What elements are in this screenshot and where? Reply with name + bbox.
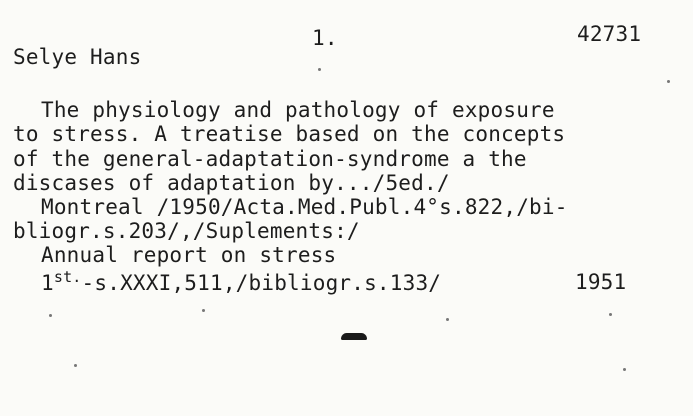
publication-line-1: Montreal /1950/Acta.Med.Publ.4°s.822,/bi- <box>41 195 568 219</box>
speck-dot <box>49 314 52 317</box>
author-name: Selye Hans <box>13 45 142 69</box>
supplement-year: 1951 <box>575 270 627 294</box>
speck-dot <box>667 80 670 83</box>
title-line-1: The physiology and pathology of exposure <box>41 98 555 122</box>
speck-dot <box>202 309 205 312</box>
title-line-4: discases of adaptation by.../5ed./ <box>13 171 450 195</box>
speck-dot <box>623 368 626 371</box>
speck-dot <box>318 68 321 71</box>
supplement-details: -s.XXXI,511,/bibliogr.s.133/ <box>81 271 442 295</box>
publication-line-2: bliogr.s.203/,/Suplements:/ <box>13 219 360 243</box>
card-id: 42731 <box>577 22 642 46</box>
speck-dot <box>446 318 449 321</box>
speck-dot <box>74 364 77 367</box>
card-number: 1. <box>312 26 338 50</box>
title-line-2: to stress. A treatise based on the concepts <box>13 122 566 146</box>
supplement-title: Annual report on stress <box>41 243 337 267</box>
supplement-ordinal-number: 1 <box>41 271 54 295</box>
title-line-3: of the general-adaptation-syndrome a the <box>13 147 527 171</box>
speck-dot <box>609 313 612 316</box>
supplement-ordinal-suffix: st. <box>53 268 82 286</box>
supplement-line <box>41 268 442 295</box>
card-hole-mark <box>341 333 367 340</box>
